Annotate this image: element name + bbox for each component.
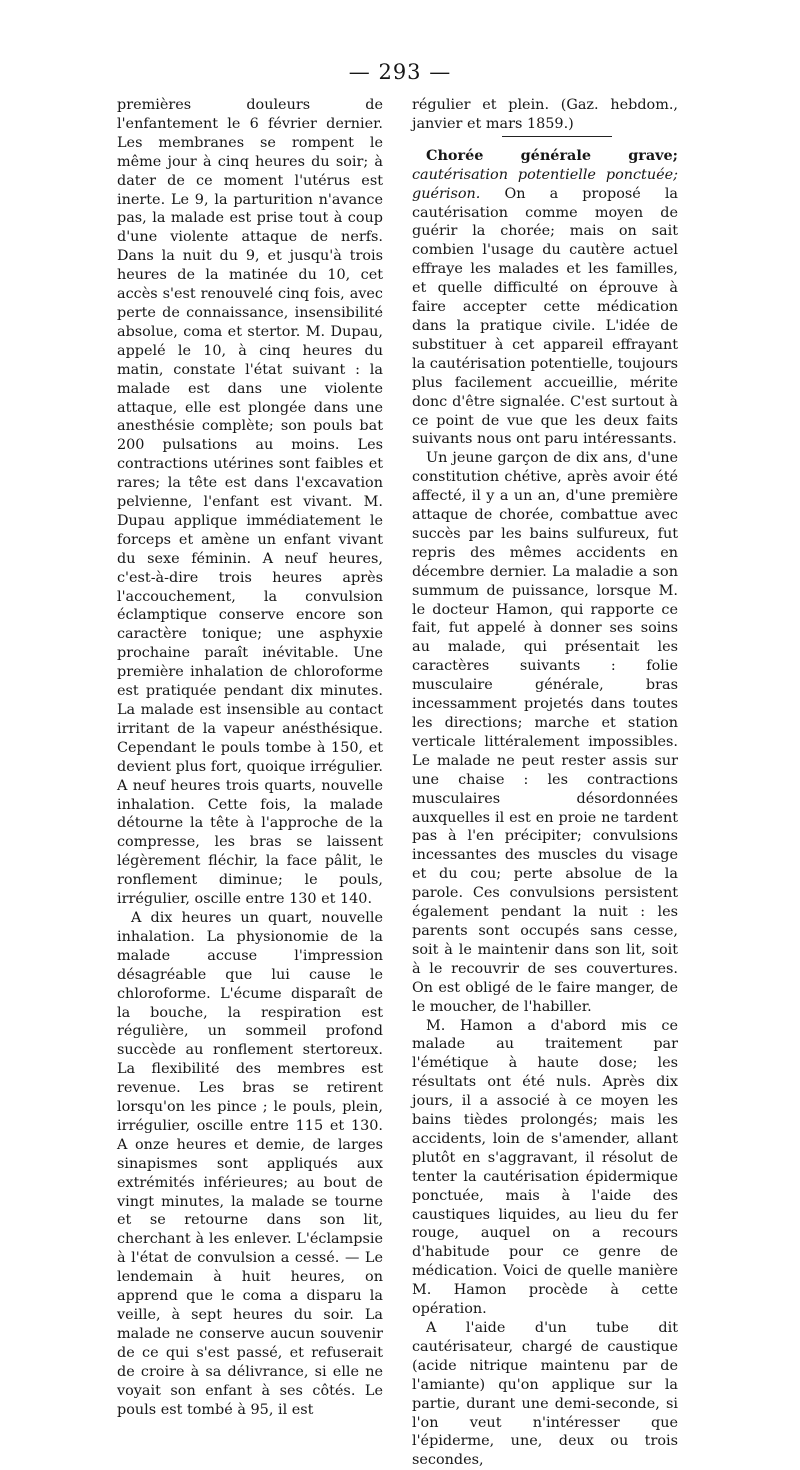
paragraph: Un jeune garçon de dix ans, d'une constitution chétive, après avoir été affecté, il y a un an, d'une première attaque de chorée, combattue avec succès par les bains sulfureux, fut repris des mêmes accidents en décembre dernier. La maladie a son summum de puissance, lorsque M. le docteur Hamon, qui rapporte ce fait, fut appelé à donner ses soins au malade, qui présentait les caractères suivants : folie musculaire générale, bras incessamment projetés dans toutes les directions; marche et station verticale littéralement impossibles. Le malade ne peut rester assis sur une chaise : les contractions musculaires désordonnées auxquelles il est en proie ne tardent pas à l'en précipiter; convulsions incessantes des muscles du visage et du cou; perte absolue de la parole. Ces convulsions persistent également pendant la nuit : les parents sont occupés sans cesse, soit à le maintenir dans son lit, soit à le recouvrir de ses couvertures. On est obligé de le faire manger, de le moucher, de l'habiller. <box>412 450 678 1015</box>
section-heading: Chorée générale grave; <box>426 146 678 164</box>
paragraph: A l'aide d'un tube dit cautérisateur, chargé de caustique (acide nitrique maintenu par de l'amiante) qu'on applique sur la partie, durant une demi-seconde, si l'on veut n'intéresser que l'épiderme, une, deux ou trois secondes, <box>412 1320 678 1469</box>
section-divider <box>502 136 612 137</box>
paragraph-text: On a proposé la cautérisation comme moyen de guérir la chorée; mais on sait combien l'usage du cautère actuel effraye les malades et les familles, et quelle difficulté on éprouve à faire accepter cette médication dans la pratique civile. L'idée de substituer à cet appareil effrayant la cautérisation potentielle, toujours plus facilement accueillie, mérite donc d'être signalée. C'est surtout à ce point de vue que les deux faits suivants nous ont paru intéressants. <box>412 185 679 448</box>
paragraph: A dix heures un quart, nouvelle inhalation. La physionomie de la malade accuse l'impression désagréable que lui cause le chloroforme. L'écume disparaît de la bouche, la respiration est régulière, un sommeil profond succède au ronflement stertoreux. La flexibilité des membres est revenue. Les bras se retirent lorsqu'on les pince ; le pouls, plein, irrégulier, oscille entre 115 et 130. A onze heures et demie, de larges sinapismes sont appliqués aux extrémités inférieures; au bout de vingt minutes, la malade se tourne et se retourne dans son lit, cherchant à les enlever. L'éclampsie à l'état de convulsion a cessé. — Le lendemain à huit heures, on apprend que le coma a disparu la veille, à sept heures du soir. La malade ne conserve aucun souvenir de ce qui s'est passé, et refuserait de croire à sa délivrance, si elle ne voyait son enfant à ses côtés. Le pouls est tombé à 95, il est <box>117 909 383 1418</box>
right-column <box>412 96 678 1470</box>
paragraph: premières douleurs de l'enfantement le 6 février dernier. Les membranes se rompent le même jour à cinq heures du soir; à dater de ce moment l'utérus est inerte. Le 9, la parturition n'avance pas, la malade est prise tout à coup d'une violente attaque de nerfs. Dans la nuit du 9, et jusqu'à trois heures de la matinée du 10, cet accès s'est renouvelé cinq fois, avec perte de connaissance, insensibilité absolue, coma et stertor. M. Dupau, appelé le 10, à cinq heures du matin, constate l'état suivant : la malade est dans une violente attaque, elle est plongée dans une anesthésie complète; son pouls bat 200 pulsations au moins. Les contractions utérines sont faibles et rares; la tête est dans l'excavation pelvienne, l'enfant est vivant. M. Dupau applique immédiatement le forceps et amène un enfant vivant du sexe féminin. A neuf heures, c'est-à-dire trois heures après l'accouchement, la convulsion éclamptique conserve encore son caractère tonique; une asphyxie prochaine paraît inévitable. Une première inhalation de chloroforme est pratiquée pendant dix minutes. La malade est insensible au contact irritant de la vapeur anésthésique. Cependant le pouls tombe à 150, et devient plus fort, quoique irrégulier. A neuf heures trois quarts, nouvelle inhalation. Cette fois, la malade détourne la tête à l'approche de la compresse, les bras se laissent légèrement fléchir, la face pâlit, le ronflement diminue; le pouls, irrégulier, oscille entre 130 et 140. <box>117 97 383 908</box>
section-heading-subtitle: cautérisation potentielle ponctuée; guérison. <box>412 166 678 202</box>
page-number: — 293 — <box>348 60 452 84</box>
section-heading-paragraph <box>412 147 678 450</box>
paragraph: M. Hamon a d'abord mis ce malade au traitement par l'émétique à haute dose; les résultats ont été nuls. Après dix jours, il a associé à ce moyen les bains tièdes prolongés; mais les accidents, loin de s'amender, allant plutôt en s'aggravant, il résolut de tenter la cautérisation épidermique ponctuée, mais à l'aide des caustiques liquides, au lieu du fer rouge, auquel on a recours d'habitude pour ce genre de médication. Voici de quelle manière M. Hamon procède à cette opération. <box>412 1017 678 1318</box>
paragraph: régulier et plein. (Gaz. hebdom., janvier et mars 1859.) <box>412 97 678 132</box>
left-column <box>117 96 383 1419</box>
